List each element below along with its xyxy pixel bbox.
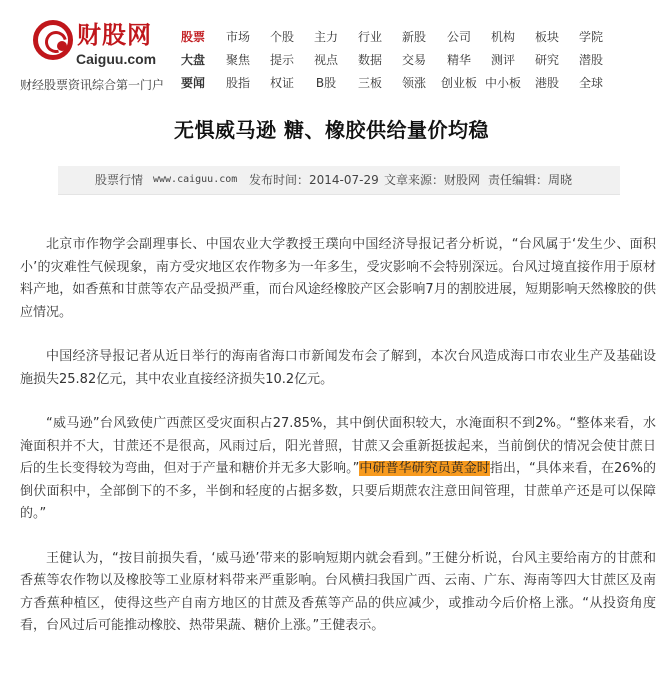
highlighted-text-selection[interactable]: 中研普华研究员黄金时 xyxy=(359,461,490,476)
source-label: 文章来源： xyxy=(384,173,445,187)
article-paragraph-1: 北京市作物学会副理事长、中国农业大学教授王璞向中国经济导报记者分析说，“台风属于‘发生少、面积小’的灾难性气候现象，南方受灾地区农作物多为一年多生，受灾影响不会特别深远。台风过境直接作用于原材料产地，如香蕉和甘蔗等农产品受损严重，而台风途经橡胶产区会影响7月的割胶进展，短期影响天然橡胶的供应情况。 xyxy=(20,237,656,320)
article-paragraph-4: 王健认为，“按目前损失看，‘威马逊’带来的影响短期内就会看到。”王健分析说，台风主要给南方的甘蔗和香蕉等农作物以及橡胶等工业原材料带来严重影响。台风横扫我国广西、云南、广东、海南等四大甘蔗区及南方香蕉种植区，使得这些产自南方地区的甘蔗及香蕉等产品的供应减少，或推动今后价格上涨。“从投资角度看，台风过后可能推动橡胶、热带果蔬、糖价上涨。”王健表示。 xyxy=(20,550,656,633)
site-header xyxy=(0,0,663,100)
nav-item-viewpoint[interactable]: 视点 xyxy=(313,53,338,67)
article-paragraph-3 xyxy=(20,413,656,526)
nav-item-b-shares[interactable]: B股 xyxy=(315,76,337,90)
nav-item-hk-stocks[interactable]: 港股 xyxy=(534,76,559,90)
nav-item-global[interactable]: 全球 xyxy=(578,76,603,90)
nav-head-stocks[interactable]: 股票 xyxy=(180,30,205,44)
nav-item-sme-board[interactable]: 中小板 xyxy=(484,76,521,90)
nav-item-top-gainers[interactable]: 领涨 xyxy=(401,76,426,90)
nav-item-chinext[interactable]: 创业板 xyxy=(440,76,477,90)
nav-item-industry[interactable]: 行业 xyxy=(357,30,382,44)
logo-brand-cn[interactable]: 财股网 xyxy=(77,20,152,49)
article-title: 无惧威马逊 糖、橡胶供给量价均稳 xyxy=(174,118,489,142)
nav-item-index-futures[interactable]: 股指 xyxy=(225,76,250,90)
publish-time-label: 发布时间： xyxy=(249,173,310,187)
nav-item-research[interactable]: 研究 xyxy=(534,53,559,67)
nav-item-institutions[interactable]: 机构 xyxy=(490,30,515,44)
paragraph-3-text-before: “威马逊”台风致使广西蔗区受灾面积占27.85%，其中倒伏面积较大，水淹面积不到2%。“整体来看，水淹面积并不大，甘蔗还不是很高，风雨过后，阳光普照，甘蔗又会重新挺拔起来，当前倒伏的情况会使甘蔗日后的生长变得较为弯曲，但对于产量和糖价并无多大影响。” xyxy=(20,416,656,476)
paragraph-3-text-after: 指出，“具体来看，在26%的倒伏面积中，全部倒下的不多，半倒和轻度的占据多数，只要后期蔗农注意田间管理，甘蔗单产还是可以保障的。” xyxy=(20,461,656,521)
article-category[interactable]: 股票行情 xyxy=(95,173,144,187)
logo-brand-en[interactable]: Caiguu.com xyxy=(76,51,157,67)
main-nav xyxy=(172,27,652,96)
nav-item-potential-stocks[interactable]: 潜股 xyxy=(578,53,603,67)
editor-name: 周晓 xyxy=(548,173,573,187)
nav-row-news xyxy=(172,73,652,96)
nav-item-warrants[interactable]: 权证 xyxy=(269,76,294,90)
nav-item-new-shares[interactable]: 新股 xyxy=(401,30,426,44)
nav-item-company[interactable]: 公司 xyxy=(446,30,471,44)
publish-time: 2014-07-29 xyxy=(309,173,379,187)
nav-item-data[interactable]: 数据 xyxy=(357,53,382,67)
nav-item-review[interactable]: 测评 xyxy=(490,53,515,67)
article-paragraph-2: 中国经济导报记者从近日举行的海南省海口市新闻发布会了解到，本次台风造成海口市农业生产及基础设施损失25.82亿元，其中农业直接经济损失10.2亿元。 xyxy=(20,349,656,387)
site-slogan: 财经股票资讯综合第一门户 xyxy=(20,78,165,92)
article-meta-bar xyxy=(58,166,620,195)
nav-item-academy[interactable]: 学院 xyxy=(578,30,603,44)
article-url[interactable]: www.caiguu.com xyxy=(153,174,238,185)
nav-head-news[interactable]: 要闻 xyxy=(180,76,205,90)
nav-item-third-board[interactable]: 三板 xyxy=(357,76,382,90)
nav-row-market xyxy=(172,50,652,73)
nav-item-tips[interactable]: 提示 xyxy=(269,53,294,67)
nav-item-focus[interactable]: 聚焦 xyxy=(225,53,250,67)
nav-head-market[interactable]: 大盘 xyxy=(180,53,205,67)
nav-item-market[interactable]: 市场 xyxy=(225,30,250,44)
nav-item-main-force[interactable]: 主力 xyxy=(313,30,338,44)
article-body xyxy=(20,234,656,660)
caiguu-logo-icon[interactable] xyxy=(33,20,73,60)
editor-label: 责任编辑： xyxy=(488,173,549,187)
source-name: 财股网 xyxy=(444,173,481,187)
nav-item-stock[interactable]: 个股 xyxy=(269,30,294,44)
nav-item-trading[interactable]: 交易 xyxy=(401,53,426,67)
nav-item-essence[interactable]: 精华 xyxy=(446,53,471,67)
nav-item-sectors[interactable]: 板块 xyxy=(534,30,559,44)
nav-row-stocks xyxy=(172,27,652,50)
